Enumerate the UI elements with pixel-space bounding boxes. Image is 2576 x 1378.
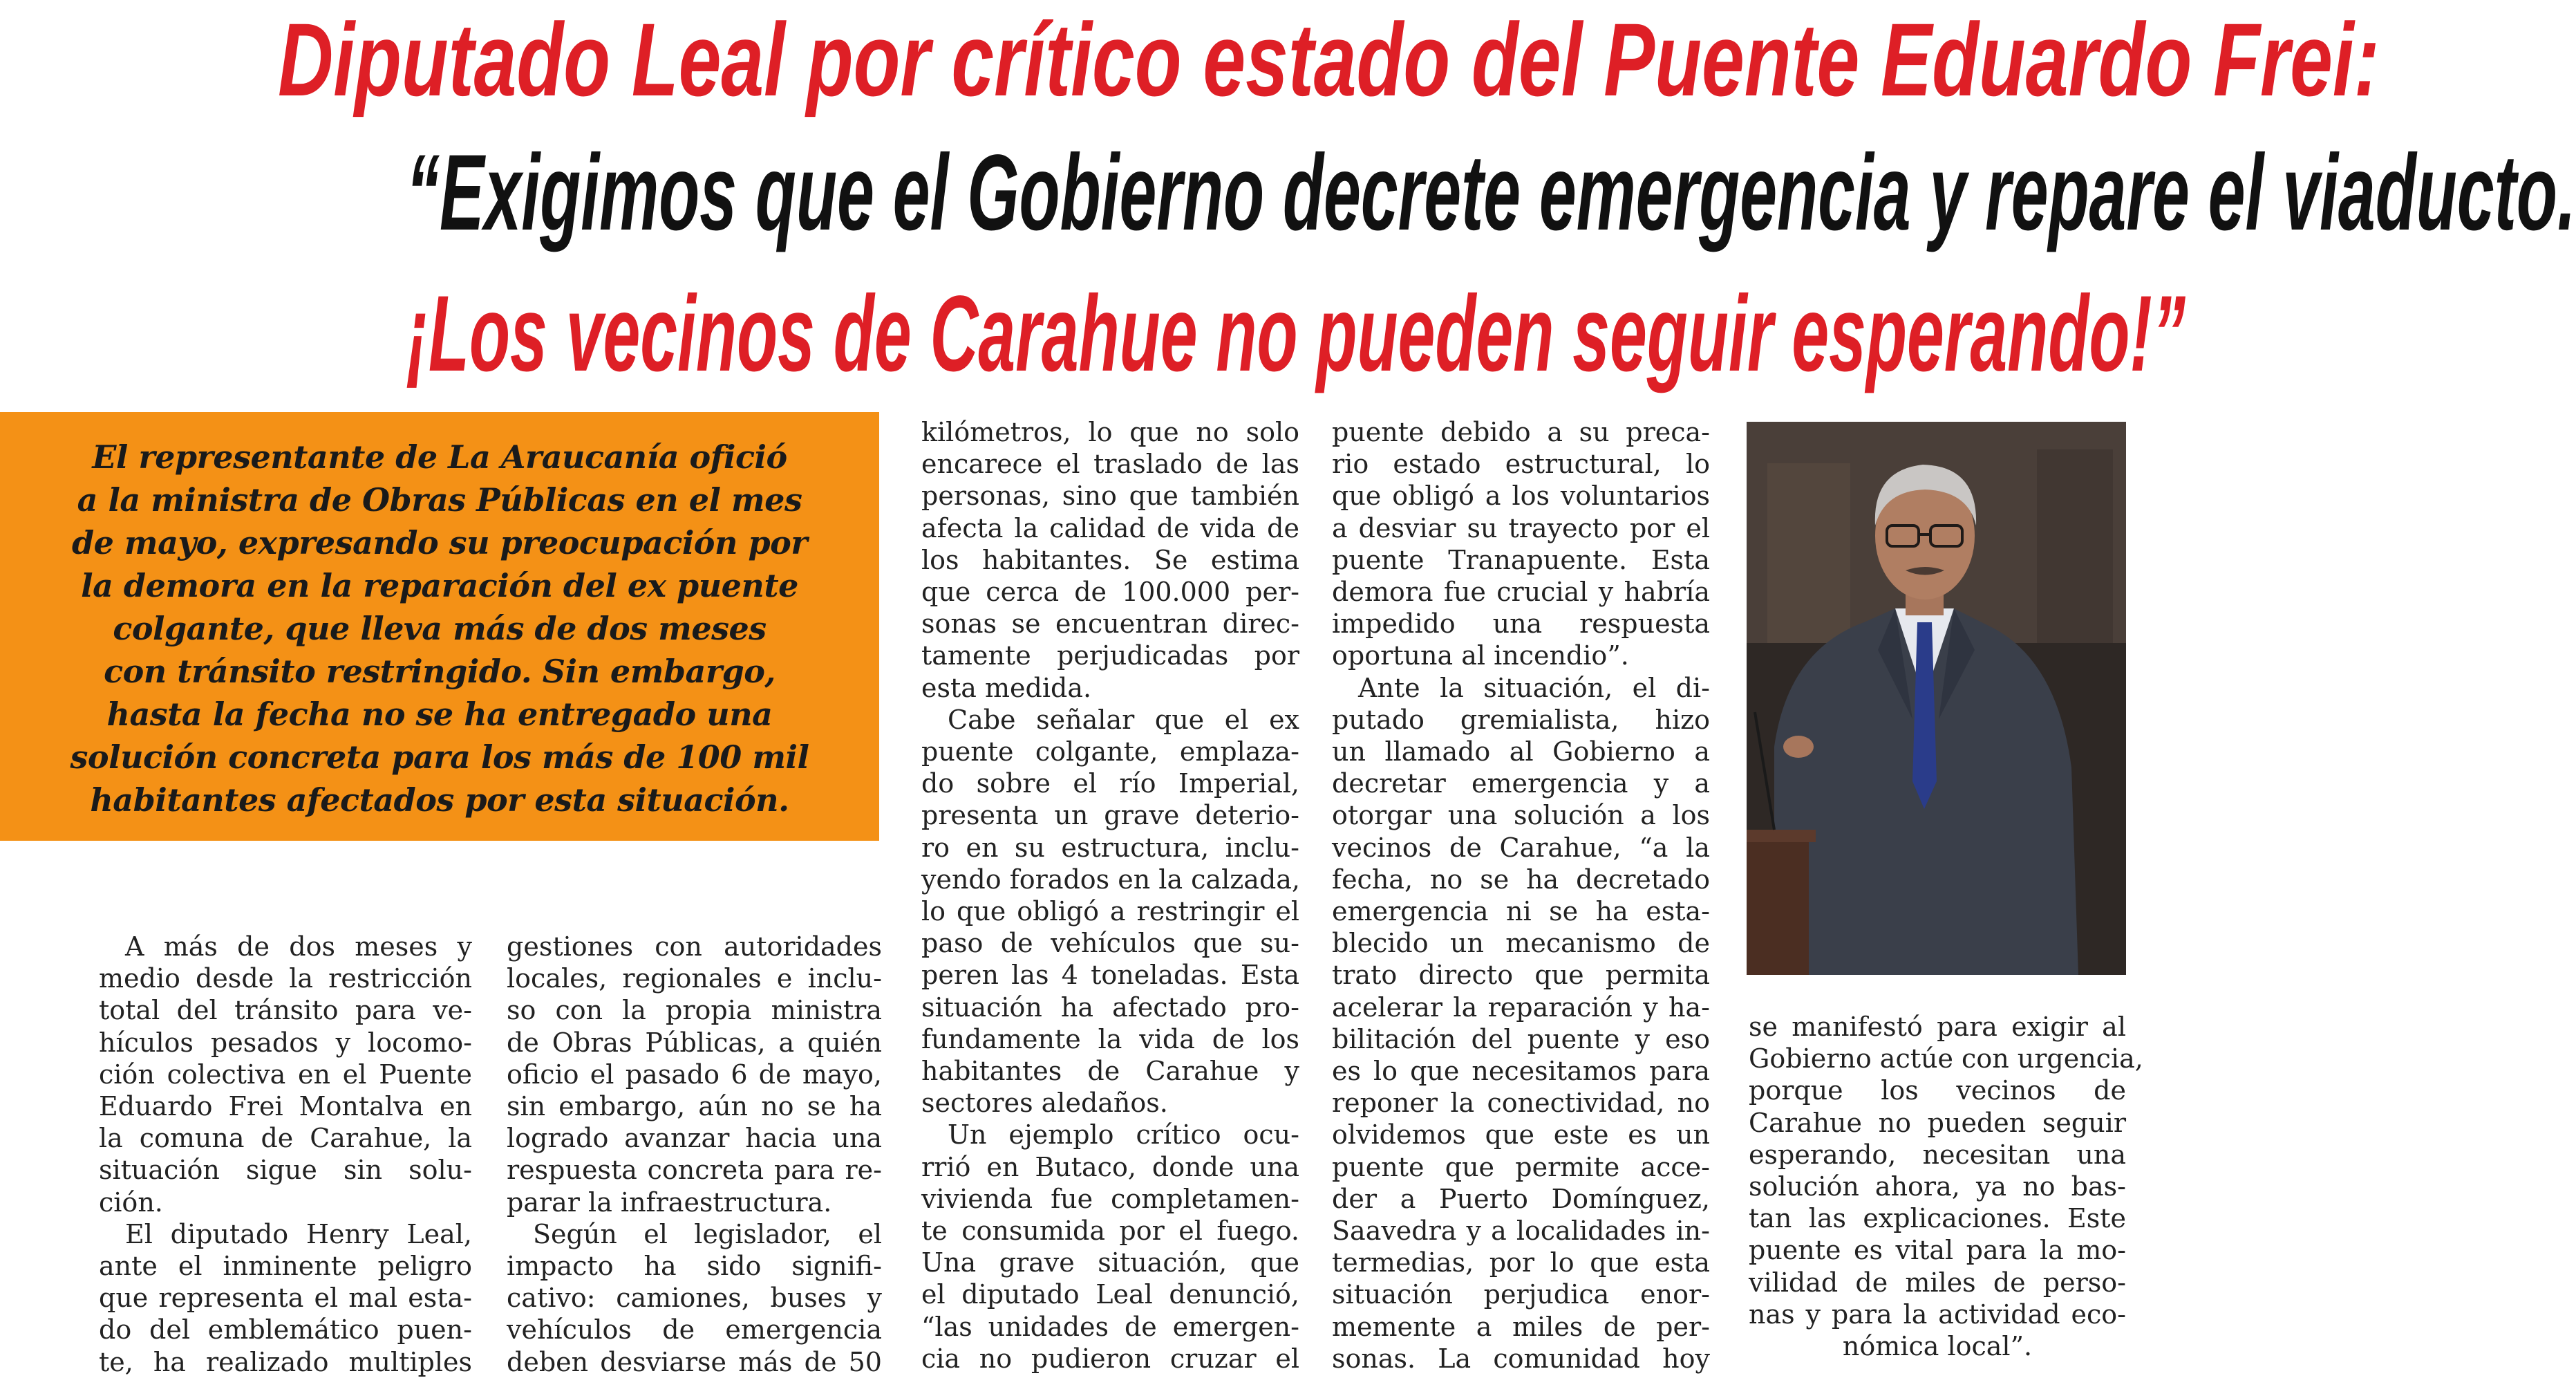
column-line: total del tránsito para ve-	[99, 995, 472, 1026]
column-line: der a Puerto Domínguez,	[1332, 1183, 1710, 1214]
column-line: personas, sino que también	[921, 481, 1299, 512]
column-line: El diputado Henry Leal,	[125, 1218, 472, 1249]
column-line: situación sigue sin solu-	[99, 1155, 472, 1186]
lead-line: la demora en la reparación del ex puente	[81, 567, 798, 604]
column-line: acelerar la reparación y ha-	[1332, 991, 1710, 1023]
column-line: ante el inminente peligro	[99, 1251, 472, 1282]
column-line: que representa el mal esta-	[99, 1283, 472, 1314]
column-line: el diputado Leal denunció,	[921, 1279, 1299, 1310]
column-line: solución ahora, ya no bas-	[1749, 1171, 2126, 1202]
column-line: kilómetros, lo que no solo	[921, 417, 1299, 447]
column-line: peren las 4 toneladas. Esta	[921, 960, 1299, 991]
column-line: parar la infraestructura.	[507, 1186, 832, 1218]
column-line: te consumida por el fuego.	[921, 1216, 1299, 1247]
column-line: fundamente la vida de los	[921, 1023, 1299, 1054]
column-line: ro en su estructura, inclu-	[921, 832, 1299, 863]
article-column-5	[1749, 1011, 2143, 1362]
headline-line-3: ¡Los vecinos de Carahue no pueden seguir esperando!”	[406, 274, 2186, 394]
column-line: demora fue crucial y habría	[1332, 577, 1710, 608]
lead-line: a la ministra de Obras Públicas en el mes	[77, 481, 802, 519]
article-column-4	[1332, 416, 1710, 1375]
column-line: esperando, necesitan una	[1749, 1139, 2126, 1170]
column-line: puente es vital para la mo-	[1749, 1235, 2126, 1266]
lead-summary-box	[0, 412, 879, 841]
headline-line-2: “Exigimos que el Gobierno decrete emergencia y repare el viaducto.	[406, 133, 2576, 253]
column-line: deben desviarse más de 50	[507, 1346, 882, 1377]
column-line: respuesta concreta para re-	[507, 1155, 882, 1186]
column-line: yendo forados en la calzada,	[921, 864, 1301, 895]
article-column-2	[507, 931, 882, 1378]
column-line: encarece el traslado de las	[921, 449, 1299, 480]
column-line: rio estado estructural, lo	[1332, 449, 1710, 480]
column-line: que obligó a los voluntarios	[1332, 481, 1710, 512]
column-line: te, ha realizado multiples	[99, 1346, 472, 1377]
column-line: sonas. La comunidad hoy	[1332, 1343, 1710, 1374]
column-line: Saavedra y a localidades in-	[1332, 1216, 1710, 1247]
column-line: situación perjudica enor-	[1332, 1279, 1710, 1310]
column-line: Eduardo Frei Montalva en	[99, 1091, 472, 1122]
column-line: decretar emergencia y a	[1332, 768, 1710, 799]
column-line: rrió en Butaco, donde una	[921, 1151, 1299, 1182]
column-line: impacto ha sido signifi-	[507, 1251, 882, 1282]
column-line: vehículos de emergencia	[507, 1314, 882, 1346]
column-line: hículos pesados y locomo-	[99, 1027, 472, 1058]
deputy-portrait-photo	[1747, 422, 2126, 975]
column-line: puente Tranapuente. Esta	[1332, 544, 1710, 575]
column-line: vilidad de miles de perso-	[1749, 1267, 2126, 1298]
column-line: do sobre el río Imperial,	[921, 768, 1299, 799]
column-line: nas y para la actividad eco-	[1749, 1298, 2126, 1330]
column-line: Un ejemplo crítico ocu-	[948, 1119, 1299, 1151]
column-line: ción.	[99, 1186, 163, 1218]
column-line: A más de dos meses y	[125, 931, 472, 962]
column-line: es lo que necesitamos para	[1332, 1056, 1710, 1087]
column-line: vecinos de Carahue, “a la	[1332, 832, 1710, 863]
column-line: paso de vehículos que su-	[921, 928, 1299, 959]
column-line: que cerca de 100.000 per-	[921, 577, 1299, 608]
column-line: sin embargo, aún no se ha	[507, 1091, 882, 1122]
column-line: oficio el pasado 6 de mayo,	[507, 1059, 882, 1090]
column-line: esta medida.	[921, 672, 1092, 703]
column-line: los habitantes. Se estima	[921, 544, 1299, 575]
lead-line: de mayo, expresando su preocupación por	[71, 524, 808, 561]
headline-line-1: Diputado Leal por crítico estado del Puente Eduardo Frei:	[278, 1, 2380, 118]
column-line: reponer la conectividad, no	[1332, 1088, 1710, 1119]
column-line: un llamado al Gobierno a	[1332, 736, 1710, 767]
column-line: memente a miles de per-	[1332, 1311, 1710, 1342]
column-line: do del emblemático puen-	[99, 1314, 472, 1346]
column-line: Carahue no pueden seguir	[1749, 1107, 2126, 1138]
column-line: medio desde la restricción	[99, 963, 472, 994]
column-line: sectores aledaños.	[921, 1088, 1168, 1119]
column-line: tamente perjudicadas por	[921, 640, 1299, 671]
article-column-3	[921, 416, 1299, 1375]
column-line: situación ha afectado pro-	[921, 991, 1299, 1023]
column-line: trato directo que permita	[1332, 960, 1710, 991]
column-line: lo que obligó a restringir el	[921, 896, 1299, 927]
column-line: puente colgante, emplaza-	[921, 736, 1299, 767]
column-line: “las unidades de emergen-	[921, 1311, 1299, 1342]
article-column-1	[99, 931, 472, 1378]
column-line: logrado avanzar hacia una	[507, 1123, 882, 1154]
column-line: putado gremialista, hizo	[1332, 704, 1710, 735]
column-line: Según el legislador, el	[533, 1218, 882, 1249]
column-line: oportuna al incendio”.	[1332, 640, 1629, 671]
column-line: nómica local”.	[1842, 1331, 2033, 1362]
column-line: habitantes de Carahue y	[921, 1056, 1299, 1087]
column-line: cia no pudieron cruzar el	[921, 1343, 1299, 1374]
column-line: so con la propia ministra	[507, 995, 882, 1026]
lead-line: habitantes afectados por esta situación.	[90, 781, 789, 819]
column-line: fecha, no se ha decretado	[1332, 864, 1710, 895]
column-line: emergencia ni se ha esta-	[1332, 896, 1710, 927]
column-line: cativo: camiones, buses y	[507, 1283, 882, 1314]
column-line: se manifestó para exigir al	[1749, 1012, 2126, 1042]
column-line: puente que permite acce-	[1332, 1151, 1710, 1182]
column-line: Gobierno actúe con urgencia,	[1749, 1043, 2143, 1074]
column-line: de Obras Públicas, a quién	[507, 1027, 882, 1058]
column-line: bilitación del puente y eso	[1332, 1023, 1710, 1054]
column-line: impedido una respuesta	[1332, 608, 1710, 640]
column-line: Cabe señalar que el ex	[948, 704, 1299, 735]
column-line: olvidemos que este es un	[1332, 1119, 1710, 1151]
column-line: tan las explicaciones. Este	[1749, 1203, 2126, 1234]
column-line: afecta la calidad de vida de	[921, 512, 1299, 543]
column-line: locales, regionales e inclu-	[507, 963, 882, 994]
column-line: porque los vecinos de	[1749, 1075, 2126, 1106]
column-line: Ante la situación, el di-	[1358, 672, 1710, 703]
column-line: termedias, por lo que esta	[1332, 1247, 1710, 1278]
column-line: vivienda fue completamen-	[921, 1183, 1299, 1214]
column-line: sonas se encuentran direc-	[921, 608, 1299, 640]
column-line: otorgar una solución a los	[1332, 800, 1710, 831]
lead-line: colgante, que lleva más de dos meses	[113, 610, 767, 647]
lead-line: solución concreta para los más de 100 mil	[70, 738, 809, 776]
column-line: puente debido a su preca-	[1332, 417, 1710, 447]
lead-line: hasta la fecha no se ha entregado una	[106, 696, 773, 733]
lead-line: El representante de La Araucanía ofició	[92, 438, 787, 476]
column-line: presenta un grave deterio-	[921, 800, 1299, 831]
column-line: blecido un mecanismo de	[1332, 928, 1710, 959]
column-line: la comuna de Carahue, la	[99, 1123, 472, 1154]
column-line: gestiones con autoridades	[507, 931, 882, 962]
lead-line: con tránsito restringido. Sin embargo,	[104, 653, 775, 690]
column-line: Una grave situación, que	[921, 1247, 1299, 1278]
column-line: ción colectiva en el Puente	[99, 1059, 472, 1090]
column-line: a desviar su trayecto por el	[1332, 512, 1710, 543]
